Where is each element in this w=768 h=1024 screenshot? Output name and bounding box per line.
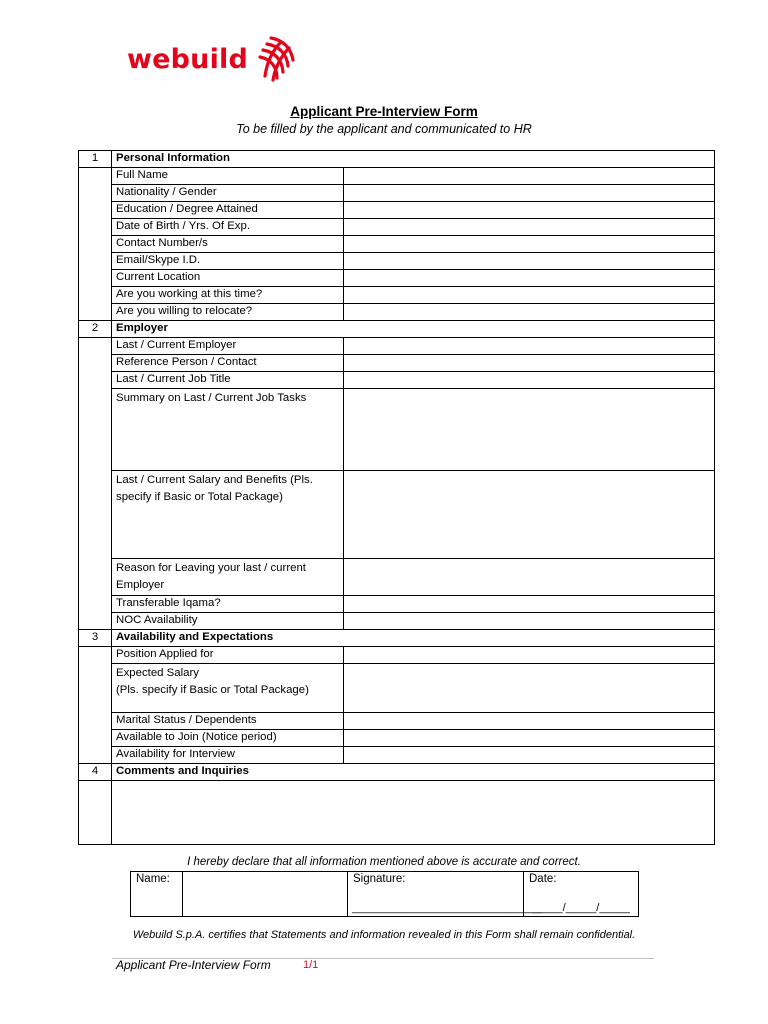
form-row xyxy=(79,168,715,185)
comments-row xyxy=(79,781,715,845)
comments-input[interactable] xyxy=(112,781,715,845)
section-heading: Comments and Inquiries xyxy=(112,764,715,781)
section-number: 2 xyxy=(79,321,112,338)
section-header-row xyxy=(79,151,715,168)
field-value-input[interactable] xyxy=(344,647,715,664)
field-value-input[interactable] xyxy=(344,287,715,304)
field-label: Email/Skype I.D. xyxy=(112,253,344,270)
field-label-note: (Pls. specify if Basic or Total Package) xyxy=(116,684,309,696)
field-value-input[interactable] xyxy=(344,338,715,355)
section-number: 3 xyxy=(79,630,112,647)
section-heading: Personal Information xyxy=(112,151,715,168)
field-value-input[interactable] xyxy=(344,664,715,713)
form-row xyxy=(79,355,715,372)
field-value-input[interactable] xyxy=(344,270,715,287)
form-row xyxy=(79,747,715,764)
form-row xyxy=(79,730,715,747)
field-label: Full Name xyxy=(112,168,344,185)
form-row xyxy=(79,253,715,270)
section-number: 1 xyxy=(79,151,112,168)
section-number: 4 xyxy=(79,764,112,781)
logo-wordmark: webuild xyxy=(127,44,249,75)
form-row-tall xyxy=(79,389,715,471)
form-row-tall xyxy=(79,664,715,713)
name-label: Name: xyxy=(131,872,183,917)
form-row xyxy=(79,596,715,613)
field-label-multiline xyxy=(112,664,344,713)
field-label: Position Applied for xyxy=(112,647,344,664)
field-value-input[interactable] xyxy=(344,219,715,236)
field-label: Summary on Last / Current Job Tasks xyxy=(112,389,344,471)
field-label: Last / Current Salary and Benefits (Pls. specify if Basic or Total Package) xyxy=(112,471,344,559)
field-label: Are you working at this time? xyxy=(112,287,344,304)
field-label: Expected Salary xyxy=(116,667,199,679)
signature-label: Signature: xyxy=(353,873,406,885)
field-value-input[interactable] xyxy=(344,372,715,389)
applicant-form-table xyxy=(78,150,715,845)
section-header-row xyxy=(79,321,715,338)
form-row xyxy=(79,647,715,664)
field-label: Last / Current Job Title xyxy=(112,372,344,389)
form-row xyxy=(79,219,715,236)
footer-page-number: 1/1 xyxy=(303,959,319,971)
field-value-input[interactable] xyxy=(344,236,715,253)
field-value-input[interactable] xyxy=(344,389,715,471)
field-value-input[interactable] xyxy=(344,355,715,372)
field-label: Current Location xyxy=(112,270,344,287)
form-subtitle: To be filled by the applicant and communicated to HR xyxy=(236,122,532,136)
field-label: Contact Number/s xyxy=(112,236,344,253)
field-value-input[interactable] xyxy=(344,730,715,747)
field-label: Last / Current Employer xyxy=(112,338,344,355)
field-value-input[interactable] xyxy=(344,559,715,596)
field-value-input[interactable] xyxy=(344,747,715,764)
form-title: Applicant Pre-Interview Form xyxy=(290,104,478,119)
field-label: NOC Availability xyxy=(112,613,344,630)
field-value-input[interactable] xyxy=(344,596,715,613)
field-label: Nationality / Gender xyxy=(112,185,344,202)
declaration-text: I hereby declare that all information mentioned above is accurate and correct. xyxy=(187,856,581,868)
section-heading: Availability and Expectations xyxy=(112,630,715,647)
section-number-spacer xyxy=(79,338,112,630)
date-field[interactable] xyxy=(524,872,639,917)
section-header-row xyxy=(79,630,715,647)
form-row-tall xyxy=(79,471,715,559)
form-row-tall xyxy=(79,559,715,596)
date-label: Date: xyxy=(529,873,557,885)
name-input[interactable] xyxy=(183,872,348,917)
form-row xyxy=(79,713,715,730)
field-value-input[interactable] xyxy=(344,253,715,270)
section-number-spacer xyxy=(79,168,112,321)
field-value-input[interactable] xyxy=(344,713,715,730)
date-line: _____/_____/_____ xyxy=(532,902,630,914)
form-row xyxy=(79,202,715,219)
field-label: Availability for Interview xyxy=(112,747,344,764)
form-row xyxy=(79,236,715,253)
field-value-input[interactable] xyxy=(344,613,715,630)
field-label: Transferable Iqama? xyxy=(112,596,344,613)
form-row xyxy=(79,287,715,304)
field-value-input[interactable] xyxy=(344,471,715,559)
form-row xyxy=(79,185,715,202)
field-label: Reason for Leaving your last / current Employer xyxy=(112,559,344,596)
field-label: Available to Join (Notice period) xyxy=(112,730,344,747)
section-number-spacer xyxy=(79,647,112,764)
signature-table xyxy=(130,871,639,917)
field-label: Education / Degree Attained xyxy=(112,202,344,219)
form-row xyxy=(79,372,715,389)
field-value-input[interactable] xyxy=(344,304,715,321)
section-heading: Employer xyxy=(112,321,715,338)
form-row xyxy=(79,613,715,630)
field-value-input[interactable] xyxy=(344,202,715,219)
field-label: Are you willing to relocate? xyxy=(112,304,344,321)
signature-line: _______________________________ xyxy=(352,902,542,914)
form-row xyxy=(79,338,715,355)
section-number-spacer xyxy=(79,781,112,845)
field-value-input[interactable] xyxy=(344,185,715,202)
field-label: Date of Birth / Yrs. Of Exp. xyxy=(112,219,344,236)
section-header-row xyxy=(79,764,715,781)
field-value-input[interactable] xyxy=(344,168,715,185)
confidentiality-note: Webuild S.p.A. certifies that Statements and information revealed in this Form shall remain confidential. xyxy=(132,929,636,941)
form-row xyxy=(79,270,715,287)
footer-form-name: Applicant Pre-Interview Form xyxy=(116,958,271,972)
webuild-swirl-icon xyxy=(257,36,299,82)
signature-field[interactable] xyxy=(348,872,542,917)
field-label: Reference Person / Contact xyxy=(112,355,344,372)
field-label: Marital Status / Dependents xyxy=(112,713,344,730)
form-row xyxy=(79,304,715,321)
